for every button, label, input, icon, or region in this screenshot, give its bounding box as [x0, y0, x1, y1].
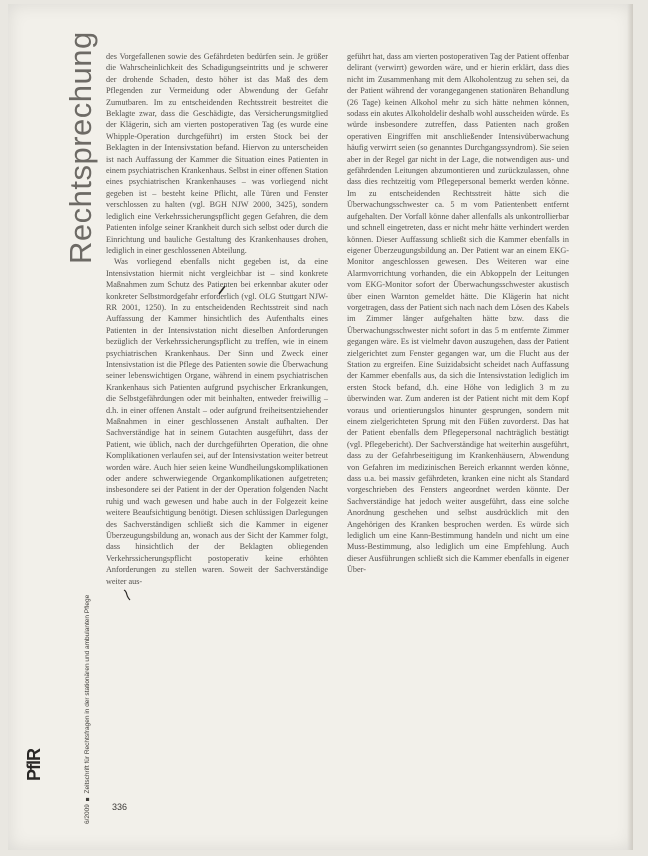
- paragraph: geführt hat, dass am vierten postoperativen Tag der Patient offenbar delirant (verwirrt) geworden wäre, und er hierin erklärt, dass dies nicht im Zusammenhang mit dem Alkoholentzug zu sehen sei, da der Patient während der vorangegangenen stationären Behandlung (26 Tage) keinen Alkohol mehr zu sich hätte nehmen können, sodass ein akutes Alkoholdelir deshalb wohl ausscheiden würde. Es würde insbesondere zutreffen, dass Patienten nach großen operativen Eingriffen mit anschließender Intensivüberwachung häufig verwirrt seien (so genanntes Durchgangssyndrom). Sie seien aber in der Regel gar nicht in der Lage, die notwendigen aus- und gefährdenden Leitungen abzumontieren und zurückzulassen, ohne dass dies rechtzeitig vom Pflegepersonal bemerkt werden könne. Im zu entscheidenden Rechtsstreit hätte sich die Überwachungsschwester ca. 5 m vom Patientenbett entfernt aufgehalten. Der Vorfall könne daher allenfalls als unkontrollierbar und schnell eingetreten, dass er nicht mehr hätte verhindert werden können. Dieser Auffassung schließt sich die Kammer ebenfalls in eigener Überzeugungsbildung an. Der Patient war an einem EKG-Monitor angeschlossen gewesen. Des Weiteren war eine Alarmvorrichtung vorhanden, die ein Abkoppeln der Leitungen vom EKG-Monitor sofort der Überwachungsschwester akustisch über einen Warnton gemeldet hätte. Die Klägerin hat nicht vorgetragen, dass der Patient sich nach nach dem Lösen des Kabels im Zimmer länger aufgehalten hätte bzw. dass die Überwachungsschwester nicht sofort in das 5 m entfernte Zimmer gegangen wäre. Es ist vielmehr davon auszugehen, dass der Patient zielgerichtet zum Fenster gegangen war, um die Flucht aus der Station zu ergreifen. Eine Suizidabsicht scheidet nach Auffassung der Kammer ebenfalls aus, da sich die Intensivstation lediglich im ersten Stock befand, d.h. eine Höhe von lediglich 3 m zu überwinden war. Zum anderen ist der Patient nicht mit dem Kopf voraus und orientierungslos hinunter gesprungen, sondern mit einem zielgerichteten Sprung mit den Füßen zuvorderst. Das hat der Patient ebenfalls dem Pflegepersonal nachträglich bestätigt (vgl. Pflegebericht). Der Sachverständige hat weiterhin ausgeführt, dass zu der Gefahrbeseitigung im Krankenhäusern, Abwendung von Gefahren im medizinischen Bereich erkannnt werden könne, dass u.a. bei massiv gefährdeten, kranken eine nicht als Standard vorgeschrieben des Fensters angeordnet werden könnte. Der Sachverständige hat jedoch weiter ausgeführt, dass eine solche Anordnung geschehen und selbst ausdrücklich mit den Angehörigen des Kranken besprochen werden. Es würde sich lediglich um eine Kann-Bestimmung handeln und nicht um eine Muss-Bestimmung, also lediglich um eine Empfehlung. Auch dieser Ausführungen schließt sich die Kammer ebenfalls in eigener Über-: [347, 52, 569, 575]
- page-margin-strip: [63, 31, 98, 834]
- page-number: 336: [112, 802, 128, 812]
- text-column-left: [106, 51, 328, 587]
- pen-mark-icon: [218, 285, 226, 295]
- text-column-right: [347, 51, 569, 576]
- pen-mark-icon: [122, 589, 132, 601]
- journal-logo: PflR: [24, 749, 44, 781]
- document-page: [8, 4, 633, 850]
- paragraph: des Vorgefallenen sowie des Gefährdeten bedürfen sein. Je größer die Wahrscheinlichkeit des Schadigungseintritts und je schwerer der drohende Schaden, desto höher ist das Maß des dem Pflegenden zur Vermeidung oder Abwendung der Gefahr Zumutbaren. Im zu entscheidenden Rechtsstreit bestreitet die Beklagte zwar, dass die Geschädigte, das Versicherungsmitglied der Klägerin, sich am vierten postoperativen Tag (es wurde eine Whipple-Operation durchgeführt) im ersten Stock bei der Beklagten in der Intensivstation befand. Hiervon zu unterscheiden ist nach Auffassung der Kammer die Situation eines Patienten in einem psychiatrischen Krankenhaus. Selbst in einer offenen Station eines psychiatrischen Krankenhauses – was vorliegend nicht gegeben ist – besteht keine Pflicht, alle Türen und Fenster verschlossen zu halten (vgl. BGH NJW 2000, 3425), sondern lediglich eine Verkehrssicherungspflicht gegen Gefahren, die dem Patienten infolge seiner Krankheit durch sich selbst oder durch die Einrichtung und bauliche Gestaltung des Krankenhauses drohen, lediglich in einer geschlossenen Abteilung.: [106, 52, 328, 255]
- section-title: Rechtsprechung: [63, 31, 98, 264]
- paragraph: Was vorliegend ebenfalls nicht gegeben ist, da eine Intensivstation hiermit nicht vergleichbar ist – sind konkrete Maßnahmen zum Schutz des Patienten bei erkennbar akuter oder konkreter Selbstmordgefahr erforderlich (vgl. OLG Stuttgart NJW-RR 2001, 1250). In zu entscheidenden Rechtsstreit sind nach Auffassung der Kammer hinsichtlich des Aufenthalts eines Patienten in der Intensivstation nicht dieselben Anforderungen bezüglich der Verkehrssicherungspflicht zu treffen, wie in einem psychiatrischen Krankenhaus. Der Sinn und Zweck einer Intensivstation ist die Pflege des Patienten sowie die Überwachung seiner lebenswichtigen Organe, während in einem psychiatrischen Krankenhaus sich Patienten aufgrund psychischer Erkrankungen, die Selbstgefährdungen oder mit beinhalten, entweder freiwillig – d.h. in einer offenen Anstalt – oder aufgrund freiheitsentziehender Maßnahmen in einer geschlossenen Anstalt aufhalten. Der Sachverständige hat in seinem Gutachten ausgeführt, dass der Patient, wie üblich, nach der durchgeführten Operation, die ohne Komplikationen verlaufen sei, auf der Intensivstation weiter betreut worden wäre. Auch hier seien keine Wundheilungskomplikationen oder andere schwerwiegende Organkomplikationen aufgetreten; insbesondere sei der Patient in der der Operation folgenden Nacht ruhig und wach gewesen und habe auch in der Folgezeit keine weitere Beaufsichtigung benötigt. Diesen schlüssigen Darlegungen des Sachverständigen schließt sich die Kammer in eigener Überzeugungsbildung an, wonach aus der Sicht der Kammer folgt, dass hinsichtlich der der Beklagten obliegenden Verkehrssicherungspflicht postoperativ keine erhöhten Anforderungen zu stellen waren. Soweit der Sachverständige weiter aus-: [106, 257, 328, 586]
- journal-info: [84, 494, 91, 824]
- journal-info-text: 6/2009 ■ Zeitschrift für Rechtsfragen in der stationären und ambulanten Pflege: [84, 594, 91, 824]
